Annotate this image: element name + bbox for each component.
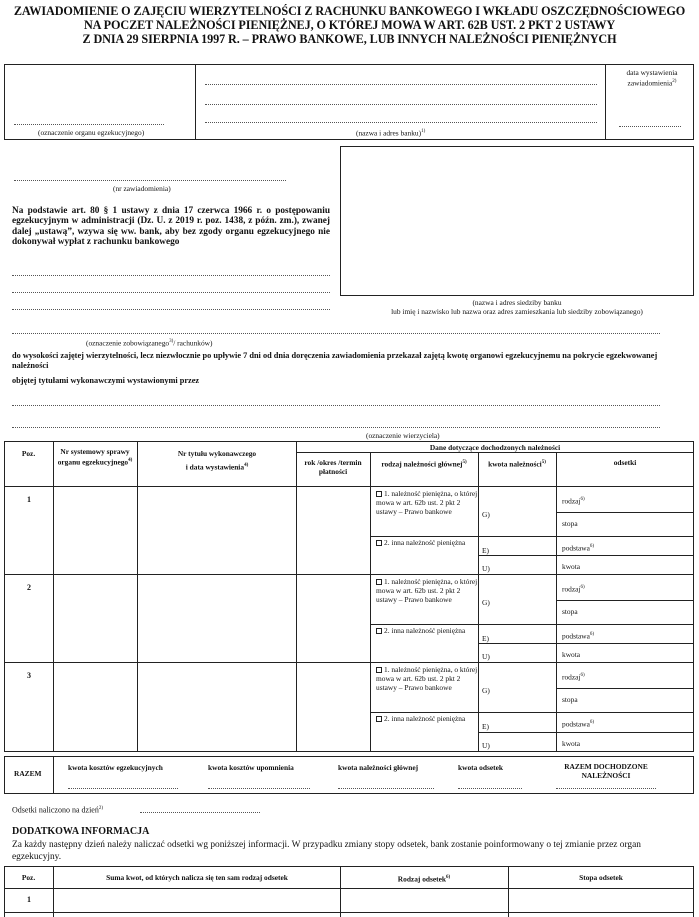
summary-main-field[interactable] bbox=[338, 788, 434, 789]
header-amount: kwota należności$^{5)}$ bbox=[488, 459, 546, 469]
row-3-podstawa: podstawa$^{6)}$ bbox=[562, 719, 595, 729]
row-3-option-1[interactable]: 1. należność pieniężna, o której mowa w art. 62b ust. 2 pkt 2 ustawy – Prawo bankowe bbox=[376, 665, 478, 692]
row-2-rodzaj: rodzaj$^{6)}$ bbox=[562, 584, 585, 594]
creditor-label: (oznaczenie wierzyciela) bbox=[366, 431, 440, 440]
row-1-U: U) bbox=[482, 564, 490, 573]
row-1-rodzaj: rodzaj$^{6)}$ bbox=[562, 496, 585, 506]
row-1-poz: 1 bbox=[27, 495, 31, 504]
row-2-option-2[interactable]: 2. inna należność pieniężna bbox=[376, 626, 476, 635]
title-line-3: Z DNIA 29 SIERPNIA 1997 R. – PRAWO BANKOWE, LUB INNYCH NALEŻNOŚCI PIENIĘŻNYCH bbox=[82, 32, 617, 46]
row-3-E: E) bbox=[482, 722, 489, 731]
row-2-E: E) bbox=[482, 634, 489, 643]
additional-text: Za każdy następny dzień należy naliczać odsetki wg poniższej informacji. W przypadku zmiany stopy odsetek, bank zostanie poinformowany o tej zmianie przez organ egzekucyjny. bbox=[12, 840, 641, 862]
row-2-podstawa: podstawa$^{6)}$ bbox=[562, 631, 595, 641]
claims-table bbox=[4, 441, 694, 752]
row-1-option-2[interactable]: 2. inna należność pieniężna bbox=[376, 538, 476, 547]
header-interest: odsetki bbox=[613, 458, 637, 467]
creditor-field-1[interactable] bbox=[12, 405, 660, 406]
row-2-checkbox-1[interactable] bbox=[376, 579, 382, 585]
row-2-stopa: stopa bbox=[562, 607, 578, 616]
row-2-G: G) bbox=[482, 598, 490, 607]
summary-costs-field[interactable] bbox=[68, 788, 178, 789]
row-3-rodzaj: rodzaj$^{6)}$ bbox=[562, 672, 585, 682]
row-1-checkbox-2[interactable] bbox=[376, 540, 382, 546]
summary-interest-label: kwota odsetek bbox=[458, 763, 503, 772]
interest-header-rate: Stopa odsetek bbox=[579, 873, 623, 882]
row-3-option-2[interactable]: 2. inna należność pieniężna bbox=[376, 714, 476, 723]
notice-number-field[interactable] bbox=[14, 180, 286, 181]
row-2-checkbox-2[interactable] bbox=[376, 628, 382, 634]
header-period: rok /okres /termin płatności bbox=[304, 458, 362, 476]
row-2-poz: 2 bbox=[27, 583, 31, 592]
row-1-kwota: kwota bbox=[562, 562, 581, 571]
row-3-G: G) bbox=[482, 686, 490, 695]
row-3-checkbox-1[interactable] bbox=[376, 667, 382, 673]
notice-number-label: (nr zawiadomienia) bbox=[113, 184, 171, 193]
bank-label: (nazwa i adres banku)$^{1)}$ bbox=[356, 128, 426, 138]
row-3-poz: 3 bbox=[27, 671, 31, 680]
summary-total-field[interactable] bbox=[556, 788, 656, 789]
row-1-G: G) bbox=[482, 510, 490, 519]
creditor-field-2[interactable] bbox=[12, 427, 660, 428]
organ-field[interactable] bbox=[14, 124, 164, 125]
interest-row-1-poz: 1 bbox=[27, 895, 31, 904]
row-1-checkbox-1[interactable] bbox=[376, 491, 382, 497]
account-field-2[interactable] bbox=[12, 292, 330, 293]
row-3-stopa: stopa bbox=[562, 695, 578, 704]
row-2-U: U) bbox=[482, 652, 490, 661]
amount-instruction-text: do wysokości zajętej wierzytelności, lecz niezwłocznie po upływie 7 dni od dnia doręczenia zawiadomienia przekazał zajętą kwotę organowi egzekucyjnemu na pokrycie egzekwowanej należności bbox=[12, 351, 658, 370]
header-title-number: Nr tytułu wykonawczego i data wystawienia$^{4)}$ bbox=[177, 449, 257, 472]
summary-reminder-label: kwota kosztów upomnienia bbox=[208, 763, 294, 772]
header-main-type: rodzaj należności głównej$^{5)}$ bbox=[381, 459, 467, 469]
titles-text: objętej tytułami wykonawczymi wystawionymi przez bbox=[12, 376, 200, 385]
obligor-field[interactable] bbox=[12, 333, 660, 334]
account-field-1[interactable] bbox=[12, 275, 330, 276]
summary-reminder-field[interactable] bbox=[208, 788, 310, 789]
summary-main-label: kwota należności głównej bbox=[338, 763, 419, 772]
additional-title: DODATKOWA INFORMACJA bbox=[12, 826, 150, 837]
interest-header-type: Rodzaj odsetek$^{6)}$ bbox=[397, 874, 451, 884]
row-2-option-1[interactable]: 1. należność pieniężna, o której mowa w art. 62b ust. 2 pkt 2 ustawy – Prawo bankowe bbox=[376, 577, 478, 604]
date-field[interactable] bbox=[619, 126, 681, 127]
interest-day-field[interactable] bbox=[140, 812, 260, 813]
row-3-checkbox-2[interactable] bbox=[376, 716, 382, 722]
summary-total-label: RAZEM DOCHODZONE NALEŻNOŚCI bbox=[564, 762, 648, 780]
header-poz: Poz. bbox=[21, 449, 36, 458]
date-label: data wystawienia zawiadomienia$^{2)}$ bbox=[626, 68, 678, 88]
bank-field-line-3[interactable] bbox=[205, 122, 597, 123]
bank-address-label: (nazwa i adres siedziby banku lub imię i nazwisko lub nazwa oraz adres zamieszkania lub siedziby zobowiązanego) bbox=[391, 298, 643, 316]
header-case-number: Nr systemowy sprawy organu egzekucyjnego$^{4)}$ bbox=[57, 447, 133, 467]
organ-label: (oznaczenie organu egzekucyjnego) bbox=[38, 128, 145, 137]
row-1-E: E) bbox=[482, 546, 489, 555]
summary-interest-field[interactable] bbox=[458, 788, 522, 789]
row-1-option-1[interactable]: 1. należność pieniężna, o której mowa w art. 62b ust. 2 pkt 2 ustawy – Prawo bankowe bbox=[376, 489, 478, 516]
row-2-kwota: kwota bbox=[562, 650, 581, 659]
legal-basis-text: Na podstawie art. 80 § 1 ustawy z dnia 17 czerwca 1966 r. o postępowaniu egzekucyjnym w administracji (Dz. U. z 2019 r. poz. 1438, z późn. zm.), zwanej dalej „ustawą”, wzywa się ww. bank, aby bez zgody organu egzekucyjnego nie dokonywał wypłat z rachunku bankowego bbox=[12, 206, 330, 248]
group-header: Dane dotyczące dochodzonych należności bbox=[429, 443, 561, 452]
bank-address-box[interactable] bbox=[340, 146, 694, 296]
interest-day-label: Odsetki naliczono na dzień$^{2)}$ bbox=[12, 805, 104, 815]
bank-field-line-1[interactable] bbox=[205, 84, 597, 85]
row-1-stopa: stopa bbox=[562, 519, 578, 528]
row-3-kwota: kwota bbox=[562, 739, 581, 748]
summary-costs-label: kwota kosztów egzekucyjnych bbox=[68, 763, 163, 772]
row-3-U: U) bbox=[482, 741, 490, 750]
title-line-1: ZAWIADOMIENIE O ZAJĘCIU WIERZYTELNOŚCI Z RACHUNKU BANKOWEGO I WKŁADU OSZCZĘDNOŚCIOWEGO bbox=[13, 4, 686, 18]
bank-field-line-2[interactable] bbox=[205, 104, 597, 105]
account-field-3[interactable] bbox=[12, 309, 330, 310]
interest-header-poz: Poz. bbox=[21, 873, 36, 882]
interest-header-sum: Suma kwot, od których nalicza się ten sam rodzaj odsetek bbox=[106, 873, 288, 882]
summary-razem: RAZEM bbox=[14, 769, 42, 778]
row-1-podstawa: podstawa$^{6)}$ bbox=[562, 543, 595, 553]
obligor-label: (oznaczenie zobowiązanego$^{3)}$/ rachunków) bbox=[86, 338, 213, 348]
title-line-2: NA POCZET NALEŻNOŚCI PIENIĘŻNEJ, O KTÓREJ MOWA W ART. 62B UST. 2 PKT 2 USTAWY bbox=[83, 18, 616, 32]
document-title bbox=[0, 4, 699, 46]
